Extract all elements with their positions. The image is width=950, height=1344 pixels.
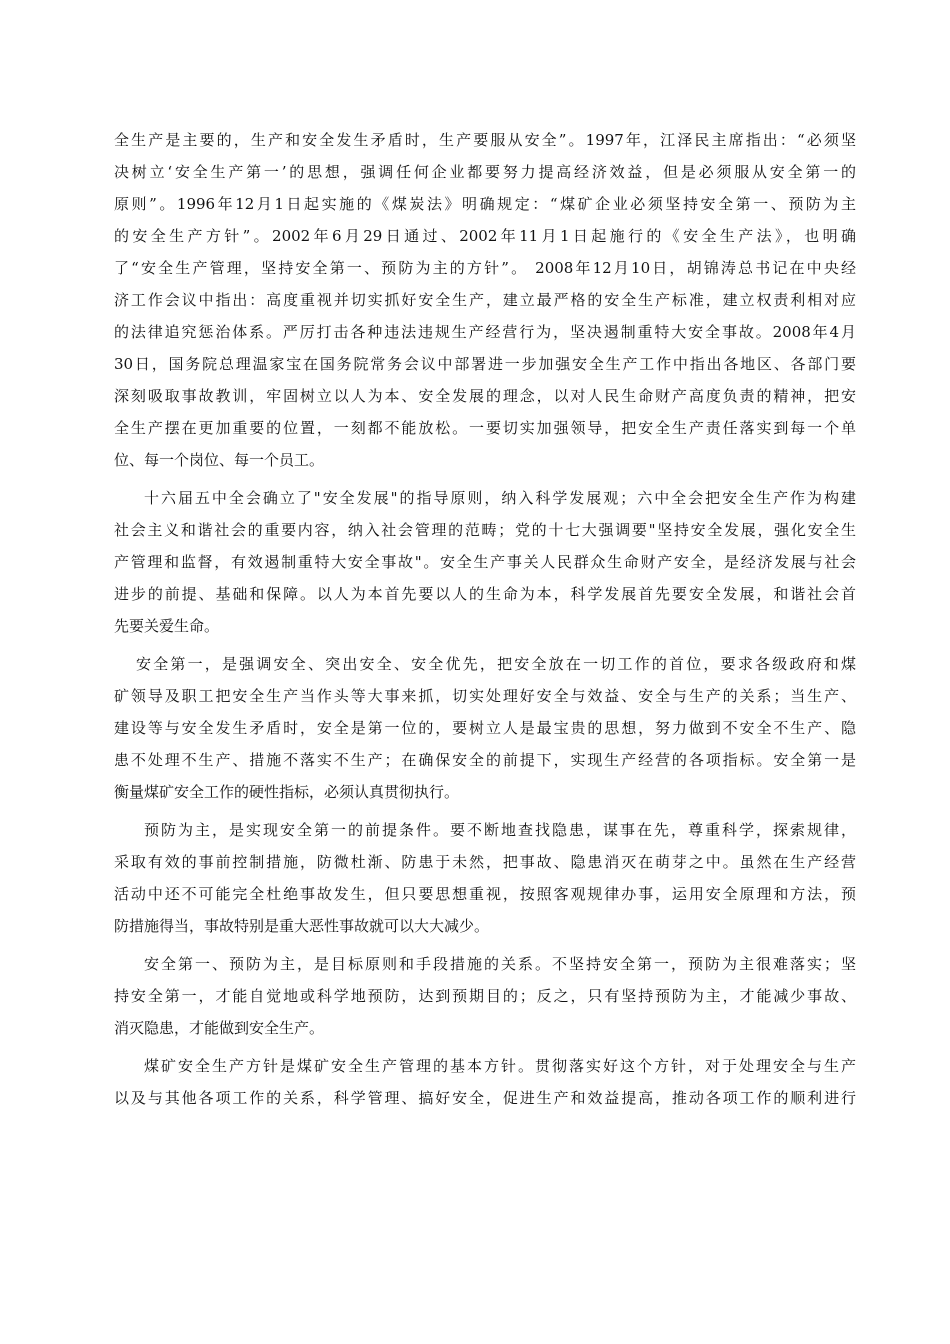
text-line: 决树立‘安全生产第一’的思想，强调任何企业都要努力提高经济效益，但是必须服从安全第一的 (114, 163, 856, 181)
text-line: 产管理和监督，有效遏制重特大安全事故"。安全生产事关人民群众生命财产安全，是经济发展与社会 (114, 553, 856, 571)
text-line: 患不处理不生产、措施不落实不生产；在确保安全的前提下，实现生产经营的各项指标。安全第一是 (114, 751, 856, 769)
text-line: 原则”。1996年12月1日起实施的《煤炭法》明确规定：“煤矿企业必须坚持安全第一、预防为主 (114, 195, 856, 213)
paragraph-safety-development (114, 482, 856, 642)
paragraph-goal-and-means (114, 948, 856, 1044)
text-line: 建设等与安全发生矛盾时，安全是第一位的，要树立人是最宝贵的思想，努力做到不安全不生产、隐 (114, 719, 856, 737)
text-line: 衡量煤矿安全工作的硬性指标，必须认真贯彻执行。 (114, 783, 460, 801)
text-line: 十六届五中全会确立了"安全发展"的指导原则，纳入科学发展观；六中全会把安全生产作为构建 (144, 489, 856, 507)
text-line: 的法律追究惩治体系。严厉打击各种违法违规生产经营行为，坚决遏制重特大安全事故。2008年4月 (114, 323, 856, 341)
text-line: 煤矿安全生产方针是煤矿安全生产管理的基本方针。贯彻落实好这个方针，对于处理安全与生产 (144, 1057, 856, 1075)
text-line: 矿领导及职工把安全生产当作头等大事来抓，切实处理好安全与效益、安全与生产的关系；当生产、 (114, 687, 856, 705)
text-line: 进步的前提、基础和保障。以人为本首先要以人的生命为本，科学发展首先要安全发展，和谐社会首 (114, 585, 856, 603)
paragraph-basic-policy (114, 1050, 856, 1114)
text-line: 全生产摆在更加重要的位置，一刻都不能放松。一要切实加强领导，把安全生产责任落实到每一个单 (114, 419, 856, 437)
text-line: 位、每一个岗位、每一个员工。 (114, 451, 325, 469)
text-line: 预防为主，是实现安全第一的前提条件。要不断地查找隐患，谋事在先，尊重科学，探索规律， (144, 821, 856, 839)
text-line: 以及与其他各项工作的关系，科学管理、搞好安全，促进生产和效益提高，推动各项工作的顺利进行 (114, 1089, 856, 1107)
paragraph-safety-first (114, 648, 856, 808)
text-line: 消灭隐患，才能做到安全生产。 (114, 1019, 325, 1037)
document-page (114, 124, 856, 1114)
paragraph-safety-policy-history (114, 124, 856, 476)
text-line: 深刻吸取事故教训，牢固树立以人为本、安全发展的理念，以对人民生命财产高度负责的精神，把安 (114, 387, 856, 405)
text-line: 安全第一、预防为主，是目标原则和手段措施的关系。不坚持安全第一，预防为主很难落实；坚 (144, 955, 856, 973)
text-line: 防措施得当，事故特别是重大恶性事故就可以大大减少。 (114, 917, 490, 935)
text-line: 持安全第一，才能自觉地或科学地预防，达到预期目的；反之，只有坚持预防为主，才能减少事故、 (114, 987, 856, 1005)
text-line: 了“安全生产管理，坚持安全第一、预防为主的方针”。 2008年12月10日，胡锦涛总书记在中央经 (114, 259, 856, 277)
paragraph-prevention-first (114, 814, 856, 942)
text-line: 30日，国务院总理温家宝在国务院常务会议中部署进一步加强安全生产工作中指出各地区、各部门要 (114, 355, 856, 373)
text-line: 社会主义和谐社会的重要内容，纳入社会管理的范畴；党的十七大强调要"坚持安全发展，强化安全生 (114, 521, 856, 539)
text-line: 采取有效的事前控制措施，防微杜渐、防患于未然，把事故、隐患消灭在萌芽之中。虽然在生产经营 (114, 853, 856, 871)
text-line: 济工作会议中指出：高度重视并切实抓好安全生产，建立最严格的安全生产标准，建立权责利相对应 (114, 291, 856, 309)
text-line: 全生产是主要的，生产和安全发生矛盾时，生产要服从安全”。1997年，江泽民主席指出：“必须坚 (114, 131, 856, 149)
text-line: 安全第一，是强调安全、突出安全、安全优先，把安全放在一切工作的首位，要求各级政府和煤 (136, 655, 856, 673)
text-line: 的安全生产方针”。2002年6月29日通过、2002年11月1日起施行的《安全生产法》，也明确 (114, 227, 856, 245)
text-line: 先要关爱生命。 (114, 617, 220, 635)
text-line: 活动中还不可能完全杜绝事故发生，但只要思想重视，按照客观规律办事，运用安全原理和方法，预 (114, 885, 856, 903)
